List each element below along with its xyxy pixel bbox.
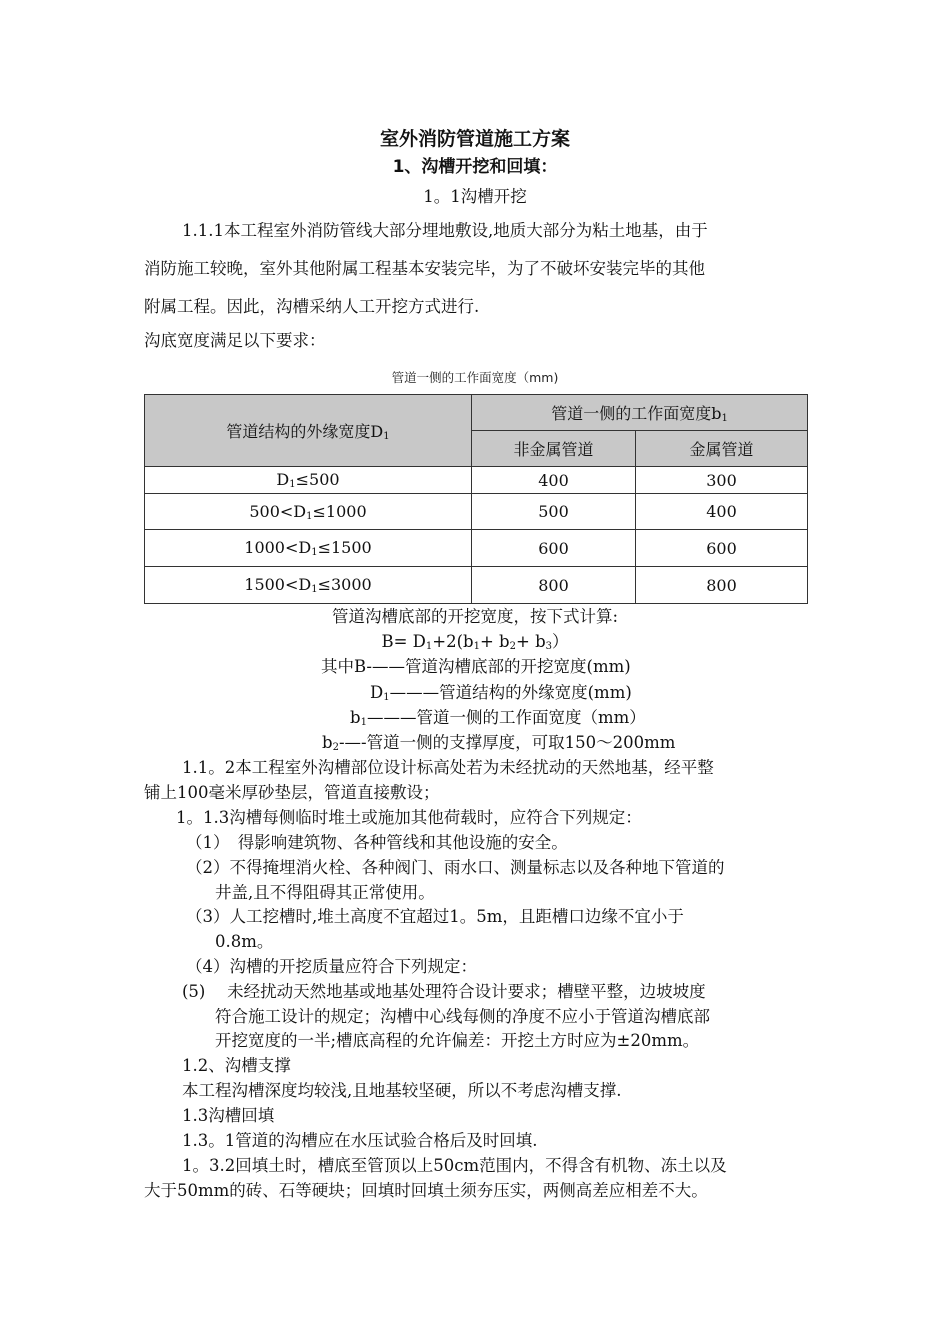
trench-width-table bbox=[144, 394, 808, 604]
paragraph-line: 本工程沟槽深度均较浅,且地基较坚硬，所以不考虑沟槽支撑. bbox=[182, 1081, 622, 1100]
list-item-continued: 井盖,且不得阻碍其正常使用。 bbox=[215, 883, 435, 902]
table-cell: 600 bbox=[636, 530, 808, 567]
list-item: （2）不得掩埋消火栓、各种阀门、雨水口、测量标志以及各种地下管道的 bbox=[186, 858, 725, 877]
requirement-intro: 沟底宽度满足以下要求： bbox=[144, 331, 326, 350]
subsection-heading-1-1: 1。1沟槽开挖 bbox=[423, 187, 527, 206]
header-work-width: 管道一侧的工作面宽度$b_1$ bbox=[472, 395, 808, 431]
paragraph-line: 消防施工较晚，室外其他附属工程基本安装完毕，为了不破坏安装完毕的其他 bbox=[144, 259, 705, 278]
header-outer-width: 管道结构的外缘宽度$D_1$ bbox=[145, 395, 472, 467]
table-cell: 500 bbox=[472, 494, 636, 530]
table-cell-range: $1500<D_1\le 3000$ bbox=[145, 567, 472, 604]
list-item-continued: 开挖宽度的一半;槽底高程的允许偏差：开挖土方时应为±20mm。 bbox=[215, 1031, 700, 1050]
paragraph-line: 大于50mm的砖、石等硬块；回填时回填土须夯压实，两侧高差应相差不大。 bbox=[144, 1181, 708, 1200]
table-cell: 300 bbox=[636, 467, 808, 494]
paragraph-line: 1.1。2本工程室外沟槽部位设计标高处若为未经扰动的天然地基，经平整 bbox=[182, 758, 714, 777]
list-item: （3）人工挖槽时,堆土高度不宜超过1。5m，且距槽口边缘不宜小于 bbox=[186, 907, 684, 926]
formula-intro: 管道沟槽底部的开挖宽度，按下式计算: bbox=[331, 607, 619, 626]
list-item: （4）沟槽的开挖质量应符合下列规定： bbox=[186, 957, 477, 976]
paragraph-line: 附属工程。因此，沟槽采纳人工开挖方式进行. bbox=[144, 297, 480, 316]
table-row bbox=[145, 467, 808, 494]
table-cell: 400 bbox=[636, 494, 808, 530]
definition-b: 其中B-——管道沟槽底部的开挖宽度(mm) bbox=[321, 657, 631, 676]
paragraph-line: 1。1.3沟槽每侧临时堆土或施加其他荷载时，应符合下列规定： bbox=[176, 808, 642, 827]
paragraph-line: 1。3.2回填土时，槽底至管顶以上50cm范围内，不得含有机物、冻土以及 bbox=[182, 1156, 727, 1175]
table-cell: 800 bbox=[636, 567, 808, 604]
paragraph-line: 1.1.1本工程室外消防管线大部分埋地敷设,地质大部分为粘土地基，由于 bbox=[182, 221, 708, 240]
table-cell: 600 bbox=[472, 530, 636, 567]
document-title: 室外消防管道施工方案 bbox=[379, 128, 570, 150]
table-cell-range: $500<D_1\le 1000$ bbox=[145, 494, 472, 530]
definition-d1: $D_1———$管道结构的外缘宽度(mm) bbox=[370, 683, 632, 703]
header-nonmetal: 非金属管道 bbox=[472, 431, 636, 467]
definition-b2: $b_2-—-$管道一侧的支撑厚度，可取150～200mm bbox=[322, 733, 676, 753]
paragraph-line: 铺上100毫米厚砂垫层，管道直接敷设； bbox=[144, 783, 440, 802]
list-item: (5) 未经扰动天然地基或地基处理符合设计要求；槽壁平整，边坡坡度 bbox=[182, 982, 706, 1001]
subsection-heading-1-2: 1.2、沟槽支撑 bbox=[182, 1056, 291, 1075]
table-caption: 管道一侧的工作面宽度（mm) bbox=[391, 370, 559, 385]
table-header-row bbox=[145, 395, 808, 431]
table-cell-range: $1000<D_1\le 1500$ bbox=[145, 530, 472, 567]
table-row bbox=[145, 530, 808, 567]
table-cell-range: $D_1\le 500$ bbox=[145, 467, 472, 494]
subsection-heading-1-3: 1.3沟槽回填 bbox=[182, 1106, 275, 1125]
formula: $B= D_1+2(b_1+ b_2+ b_3)$ bbox=[381, 632, 569, 652]
table-row bbox=[145, 494, 808, 530]
section-heading-1: 1、沟槽开挖和回填： bbox=[392, 157, 558, 177]
header-metal: 金属管道 bbox=[636, 431, 808, 467]
list-item: （1） 得影响建筑物、各种管线和其他设施的安全。 bbox=[186, 833, 568, 852]
table-cell: 400 bbox=[472, 467, 636, 494]
table-row bbox=[145, 567, 808, 604]
table-cell: 800 bbox=[472, 567, 636, 604]
paragraph-line: 1.3。1管道的沟槽应在水压试验合格后及时回填. bbox=[182, 1131, 538, 1150]
list-item-continued: 0.8m。 bbox=[215, 932, 274, 951]
definition-b1: $b_1———$管道一侧的工作面宽度（mm） bbox=[350, 708, 646, 728]
list-item-continued: 符合施工设计的规定；沟槽中心线每侧的净度不应小于管道沟槽底部 bbox=[215, 1007, 710, 1026]
